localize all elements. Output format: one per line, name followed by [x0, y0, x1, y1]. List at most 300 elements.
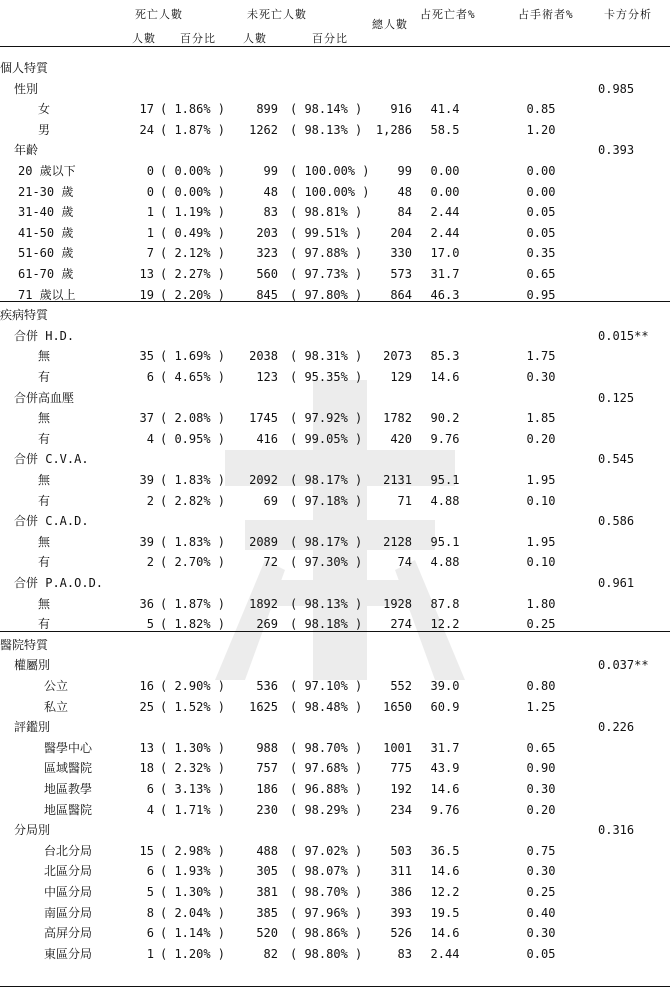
pct-of-surgery: 0.00 — [526, 184, 556, 199]
table-row — [0, 779, 670, 800]
died-percent: ( 1.20% ) — [160, 946, 226, 961]
row-label: 評鑑別 — [14, 720, 51, 735]
alive-count: 305 — [256, 864, 278, 879]
table-row — [0, 264, 670, 285]
alive-percent: ( 98.17% ) — [290, 473, 363, 487]
total-count: 503 — [390, 843, 412, 858]
died-percent: ( 1.69% ) — [160, 349, 226, 364]
alive-count: 203 — [256, 225, 278, 240]
died-percent: ( 4.65% ) — [160, 370, 226, 384]
alive-percent: ( 98.14% ) — [290, 102, 363, 117]
total-count: 330 — [390, 246, 412, 261]
row-label: 地區教學 — [44, 782, 93, 796]
alive-percent: ( 97.10% ) — [290, 679, 363, 693]
pct-of-surgery: 1.95 — [526, 473, 556, 487]
pct-of-died: 2.44 — [430, 205, 460, 220]
alive-count: 845 — [256, 287, 278, 302]
row-label: 中區分局 — [44, 885, 93, 899]
chi-square-p: 0.985 — [598, 81, 635, 96]
died-count: 39 — [139, 473, 154, 487]
total-count: 2128 — [383, 534, 412, 549]
died-percent: ( 2.98% ) — [160, 843, 226, 858]
alive-percent: ( 98.07% ) — [290, 864, 363, 879]
row-label: 女 — [38, 102, 51, 117]
died-percent: ( 2.12% ) — [160, 246, 226, 261]
died-percent: ( 0.49% ) — [160, 225, 226, 240]
pct-of-surgery: 0.05 — [526, 225, 556, 240]
total-count: 74 — [397, 555, 412, 570]
pct-of-died: 31.7 — [430, 267, 460, 281]
table-row — [0, 573, 670, 594]
total-count: 864 — [390, 287, 412, 302]
table-row — [0, 676, 670, 697]
alive-count: 536 — [256, 679, 278, 693]
alive-count: 123 — [256, 370, 278, 384]
alive-percent: ( 97.18% ) — [290, 493, 363, 508]
alive-count: 2092 — [249, 473, 278, 487]
pct-of-died: 36.5 — [430, 843, 460, 858]
row-label: 有 — [38, 370, 51, 384]
pct-of-surgery: 0.75 — [526, 843, 556, 858]
table-row — [0, 120, 670, 141]
table-row — [0, 408, 670, 429]
alive-count: 230 — [256, 802, 278, 817]
pct-of-surgery: 0.40 — [526, 905, 556, 920]
table-row — [0, 79, 670, 100]
row-label: 公立 — [44, 679, 69, 693]
pct-of-surgery: 0.30 — [526, 926, 556, 941]
table-row — [0, 346, 670, 367]
total-count: 386 — [390, 885, 412, 899]
total-count: 1928 — [383, 596, 412, 611]
alive-count: 520 — [256, 926, 278, 941]
died-percent: ( 2.20% ) — [160, 287, 226, 302]
table-row — [0, 552, 670, 573]
total-count: 1,286 — [375, 122, 412, 137]
died-count: 1 — [146, 205, 154, 220]
pct-of-surgery: 1.25 — [526, 699, 556, 714]
chi-square-p: 0.545 — [598, 452, 635, 467]
died-count: 36 — [139, 596, 154, 611]
alive-count: 72 — [263, 555, 278, 570]
alive-percent: ( 97.68% ) — [290, 761, 363, 776]
total-count: 420 — [390, 431, 412, 446]
table-row — [0, 161, 670, 182]
total-count: 234 — [390, 802, 412, 817]
alive-percent: ( 100.00% ) — [290, 164, 370, 178]
table-row — [0, 800, 670, 821]
died-percent: ( 1.19% ) — [160, 205, 226, 220]
died-percent: ( 2.82% ) — [160, 493, 226, 508]
pct-of-surgery: 1.85 — [526, 411, 556, 426]
pct-of-surgery: 0.05 — [526, 205, 556, 220]
row-label: 性別 — [14, 81, 39, 96]
died-percent: ( 1.93% ) — [160, 864, 226, 879]
alive-percent: ( 95.35% ) — [290, 370, 363, 384]
table-row — [0, 511, 670, 532]
died-percent: ( 2.04% ) — [160, 905, 226, 920]
died-percent: ( 1.86% ) — [160, 102, 226, 117]
pct-of-died: 39.0 — [430, 679, 460, 693]
row-label: 個人特質 — [0, 61, 49, 75]
chi-square-p: 0.586 — [598, 514, 635, 529]
alive-percent: ( 97.96% ) — [290, 905, 363, 920]
table-row — [0, 532, 670, 553]
alive-count: 269 — [256, 617, 278, 632]
died-count: 5 — [146, 617, 154, 632]
alive-percent: ( 97.92% ) — [290, 411, 363, 426]
alive-count: 1892 — [249, 596, 278, 611]
died-percent: ( 0.95% ) — [160, 431, 226, 446]
alive-percent: ( 98.70% ) — [290, 740, 363, 755]
alive-percent: ( 98.18% ) — [290, 617, 363, 632]
died-count: 15 — [139, 843, 154, 858]
pct-of-surgery: 0.65 — [526, 740, 556, 755]
section-rule — [0, 631, 670, 632]
bottom-rule — [0, 986, 670, 987]
section-rule — [0, 301, 670, 302]
total-count: 1001 — [383, 740, 412, 755]
alive-count: 82 — [263, 946, 278, 961]
pct-of-died: 17.0 — [430, 246, 460, 261]
died-count: 37 — [139, 411, 154, 426]
alive-count: 99 — [263, 164, 278, 178]
total-count: 83 — [397, 946, 412, 961]
pct-of-died: 95.1 — [430, 534, 460, 549]
total-count: 775 — [390, 761, 412, 776]
pct-of-surgery: 0.20 — [526, 802, 556, 817]
alive-percent: ( 100.00% ) — [290, 184, 370, 199]
pct-of-surgery: 0.25 — [526, 617, 556, 632]
pct-of-surgery: 0.30 — [526, 864, 556, 879]
pct-of-surgery: 0.30 — [526, 370, 556, 384]
died-percent: ( 1.71% ) — [160, 802, 226, 817]
total-count: 1650 — [383, 699, 412, 714]
alive-percent: ( 98.17% ) — [290, 534, 363, 549]
pct-of-died: 2.44 — [430, 946, 460, 961]
pct-of-surgery: 0.90 — [526, 761, 556, 776]
alive-percent: ( 97.30% ) — [290, 555, 363, 570]
died-count: 39 — [139, 534, 154, 549]
died-count: 1 — [146, 225, 154, 240]
total-count: 526 — [390, 926, 412, 941]
pct-of-surgery: 1.95 — [526, 534, 556, 549]
total-count: 71 — [397, 493, 412, 508]
pct-of-surgery: 1.75 — [526, 349, 556, 364]
chi-square-p: 0.393 — [598, 143, 635, 158]
died-count: 4 — [146, 802, 154, 817]
row-label: 31-40 歲 — [18, 205, 74, 220]
pct-of-surgery: 0.25 — [526, 885, 556, 899]
died-count: 5 — [146, 885, 154, 899]
header-alive-count: 人數 — [243, 32, 267, 45]
total-count: 192 — [390, 782, 412, 796]
alive-percent: ( 98.31% ) — [290, 349, 363, 364]
table-row — [0, 243, 670, 264]
table-row — [0, 202, 670, 223]
table-row — [0, 470, 670, 491]
pct-of-surgery: 0.20 — [526, 431, 556, 446]
alive-percent: ( 97.88% ) — [290, 246, 363, 261]
table-header — [0, 0, 670, 48]
died-count: 13 — [139, 740, 154, 755]
alive-count: 757 — [256, 761, 278, 776]
row-label: 無 — [38, 473, 51, 487]
header-chi: 卡方分析 — [604, 8, 652, 21]
pct-of-died: 4.88 — [430, 493, 460, 508]
table-row — [0, 903, 670, 924]
alive-percent: ( 98.80% ) — [290, 946, 363, 961]
pct-of-died: 9.76 — [430, 802, 460, 817]
died-count: 6 — [146, 370, 154, 384]
row-label: 合併 P.A.O.D. — [14, 576, 104, 590]
table-row — [0, 697, 670, 718]
total-count: 311 — [390, 864, 412, 879]
pct-of-died: 14.6 — [430, 926, 460, 941]
pct-of-surgery: 0.85 — [526, 102, 556, 117]
died-count: 35 — [139, 349, 154, 364]
pct-of-surgery: 1.80 — [526, 596, 556, 611]
died-percent: ( 3.13% ) — [160, 782, 226, 796]
total-count: 916 — [390, 102, 412, 117]
table-row — [0, 223, 670, 244]
died-percent: ( 2.90% ) — [160, 679, 226, 693]
died-count: 6 — [146, 864, 154, 879]
table-row — [0, 882, 670, 903]
died-count: 4 — [146, 431, 154, 446]
row-label: 61-70 歲 — [18, 267, 74, 281]
died-count: 25 — [139, 699, 154, 714]
pct-of-surgery: 0.80 — [526, 679, 556, 693]
pct-of-died: 14.6 — [430, 782, 460, 796]
died-count: 17 — [139, 102, 154, 117]
alive-count: 1625 — [249, 699, 278, 714]
died-count: 24 — [139, 122, 154, 137]
row-label: 有 — [38, 431, 51, 446]
table-row — [0, 758, 670, 779]
chi-square-p: 0.226 — [598, 720, 635, 735]
chi-square-p: 0.125 — [598, 390, 635, 405]
died-percent: ( 0.00% ) — [160, 184, 226, 199]
header-died-percent: 百分比 — [180, 32, 216, 45]
row-label: 21-30 歲 — [18, 184, 74, 199]
died-percent: ( 1.87% ) — [160, 122, 226, 137]
row-label: 合併高血壓 — [14, 390, 75, 405]
alive-percent: ( 98.13% ) — [290, 596, 363, 611]
pct-of-died: 87.8 — [430, 596, 460, 611]
died-count: 16 — [139, 679, 154, 693]
died-count: 0 — [146, 184, 154, 199]
alive-percent: ( 98.29% ) — [290, 802, 363, 817]
row-label: 私立 — [44, 699, 69, 714]
header-died-count: 人數 — [132, 32, 156, 45]
pct-of-died: 0.00 — [430, 164, 460, 178]
pct-of-died: 46.3 — [430, 287, 460, 302]
table-row — [0, 738, 670, 759]
pct-of-died: 43.9 — [430, 761, 460, 776]
died-count: 0 — [146, 164, 154, 178]
header-total: 總人數 — [372, 18, 408, 31]
header-alive: 未死亡人數 — [247, 8, 307, 21]
pct-of-surgery: 0.10 — [526, 555, 556, 570]
table-row — [0, 923, 670, 944]
table-row — [0, 861, 670, 882]
table-row — [0, 367, 670, 388]
alive-count: 1262 — [249, 122, 278, 137]
died-percent: ( 1.30% ) — [160, 885, 226, 899]
died-count: 18 — [139, 761, 154, 776]
alive-percent: ( 98.48% ) — [290, 699, 363, 714]
died-percent: ( 1.83% ) — [160, 534, 226, 549]
alive-count: 899 — [256, 102, 278, 117]
table-row — [0, 99, 670, 120]
died-percent: ( 2.08% ) — [160, 411, 226, 426]
alive-count: 323 — [256, 246, 278, 261]
table-row — [0, 655, 670, 676]
table-row — [0, 305, 670, 326]
row-label: 41-50 歲 — [18, 225, 74, 240]
table-row — [0, 326, 670, 347]
pct-of-surgery: 0.35 — [526, 246, 556, 261]
pct-of-died: 31.7 — [430, 740, 460, 755]
alive-count: 48 — [263, 184, 278, 199]
alive-percent: ( 96.88% ) — [290, 782, 363, 796]
row-label: 高屏分局 — [44, 926, 93, 941]
chi-square-p: 0.316 — [598, 823, 635, 838]
total-count: 393 — [390, 905, 412, 920]
alive-percent: ( 97.80% ) — [290, 287, 363, 302]
alive-count: 2089 — [249, 534, 278, 549]
died-count: 19 — [139, 287, 154, 302]
pct-of-died: 95.1 — [430, 473, 460, 487]
row-label: 有 — [38, 493, 51, 508]
pct-of-died: 4.88 — [430, 555, 460, 570]
died-percent: ( 2.32% ) — [160, 761, 226, 776]
total-count: 2073 — [383, 349, 412, 364]
alive-count: 488 — [256, 843, 278, 858]
alive-percent: ( 97.02% ) — [290, 843, 363, 858]
table-row — [0, 635, 670, 656]
row-label: 51-60 歲 — [18, 246, 74, 261]
alive-count: 186 — [256, 782, 278, 796]
total-count: 129 — [390, 370, 412, 384]
total-count: 552 — [390, 679, 412, 693]
row-label: 疾病特質 — [0, 308, 49, 323]
pct-of-surgery: 1.20 — [526, 122, 556, 137]
row-label: 無 — [38, 534, 51, 549]
alive-percent: ( 98.86% ) — [290, 926, 363, 941]
table-row — [0, 449, 670, 470]
table-row — [0, 182, 670, 203]
died-count: 8 — [146, 905, 154, 920]
alive-percent: ( 99.05% ) — [290, 431, 363, 446]
alive-count: 385 — [256, 905, 278, 920]
died-count: 2 — [146, 493, 154, 508]
pct-of-died: 41.4 — [430, 102, 460, 117]
table-row — [0, 594, 670, 615]
row-label: 無 — [38, 596, 51, 611]
header-alive-percent: 百分比 — [312, 32, 348, 45]
died-count: 1 — [146, 946, 154, 961]
header-pct-died: 占死亡者% — [420, 8, 476, 21]
table-row — [0, 491, 670, 512]
died-percent: ( 1.52% ) — [160, 699, 226, 714]
chi-square-p: 0.037** — [598, 658, 649, 673]
table-row — [0, 841, 670, 862]
pct-of-died: 2.44 — [430, 225, 460, 240]
pct-of-surgery: 0.30 — [526, 782, 556, 796]
row-label: 醫學中心 — [44, 740, 93, 755]
table-row — [0, 58, 670, 79]
pct-of-died: 12.2 — [430, 617, 460, 632]
alive-count: 1745 — [249, 411, 278, 426]
row-label: 北區分局 — [44, 864, 93, 879]
table-row — [0, 944, 670, 965]
died-count: 6 — [146, 926, 154, 941]
alive-percent: ( 97.73% ) — [290, 267, 363, 281]
header-pct-surgery: 占手術者% — [518, 8, 574, 21]
row-label: 男 — [38, 122, 51, 137]
pct-of-surgery: 0.05 — [526, 946, 556, 961]
total-count: 48 — [397, 184, 412, 199]
died-count: 2 — [146, 555, 154, 570]
alive-count: 83 — [263, 205, 278, 220]
total-count: 1782 — [383, 411, 412, 426]
chi-square-p: 0.015** — [598, 328, 649, 343]
pct-of-surgery: 0.10 — [526, 493, 556, 508]
alive-count: 560 — [256, 267, 278, 281]
total-count: 84 — [397, 205, 412, 220]
died-percent: ( 2.70% ) — [160, 555, 226, 570]
row-label: 年齡 — [14, 143, 39, 158]
row-label: 71 歲以上 — [18, 287, 76, 302]
pct-of-surgery: 0.65 — [526, 267, 556, 281]
died-percent: ( 1.14% ) — [160, 926, 226, 941]
row-label: 無 — [38, 411, 51, 426]
died-percent: ( 1.83% ) — [160, 473, 226, 487]
row-label: 台北分局 — [44, 843, 93, 858]
pct-of-surgery: 0.95 — [526, 287, 556, 302]
pct-of-died: 12.2 — [430, 885, 460, 899]
table-row — [0, 820, 670, 841]
pct-of-died: 19.5 — [430, 905, 460, 920]
row-label: 有 — [38, 555, 51, 570]
died-count: 6 — [146, 782, 154, 796]
header-rule — [0, 46, 670, 47]
row-label: 南區分局 — [44, 905, 93, 920]
total-count: 274 — [390, 617, 412, 632]
total-count: 204 — [390, 225, 412, 240]
died-count: 13 — [139, 267, 154, 281]
pct-of-died: 90.2 — [430, 411, 460, 426]
row-label: 東區分局 — [44, 946, 93, 961]
pct-of-died: 60.9 — [430, 699, 460, 714]
alive-percent: ( 98.13% ) — [290, 122, 363, 137]
pct-of-died: 85.3 — [430, 349, 460, 364]
table-row — [0, 429, 670, 450]
alive-count: 381 — [256, 885, 278, 899]
table-row — [0, 388, 670, 409]
died-count: 7 — [146, 246, 154, 261]
total-count: 99 — [397, 164, 412, 178]
row-label: 合併 C.A.D. — [14, 514, 89, 529]
pct-of-died: 14.6 — [430, 370, 460, 384]
pct-of-died: 14.6 — [430, 864, 460, 879]
alive-percent: ( 98.81% ) — [290, 205, 363, 220]
row-label: 醫院特質 — [0, 637, 49, 652]
row-label: 合併 H.D. — [14, 328, 75, 343]
table-row — [0, 717, 670, 738]
